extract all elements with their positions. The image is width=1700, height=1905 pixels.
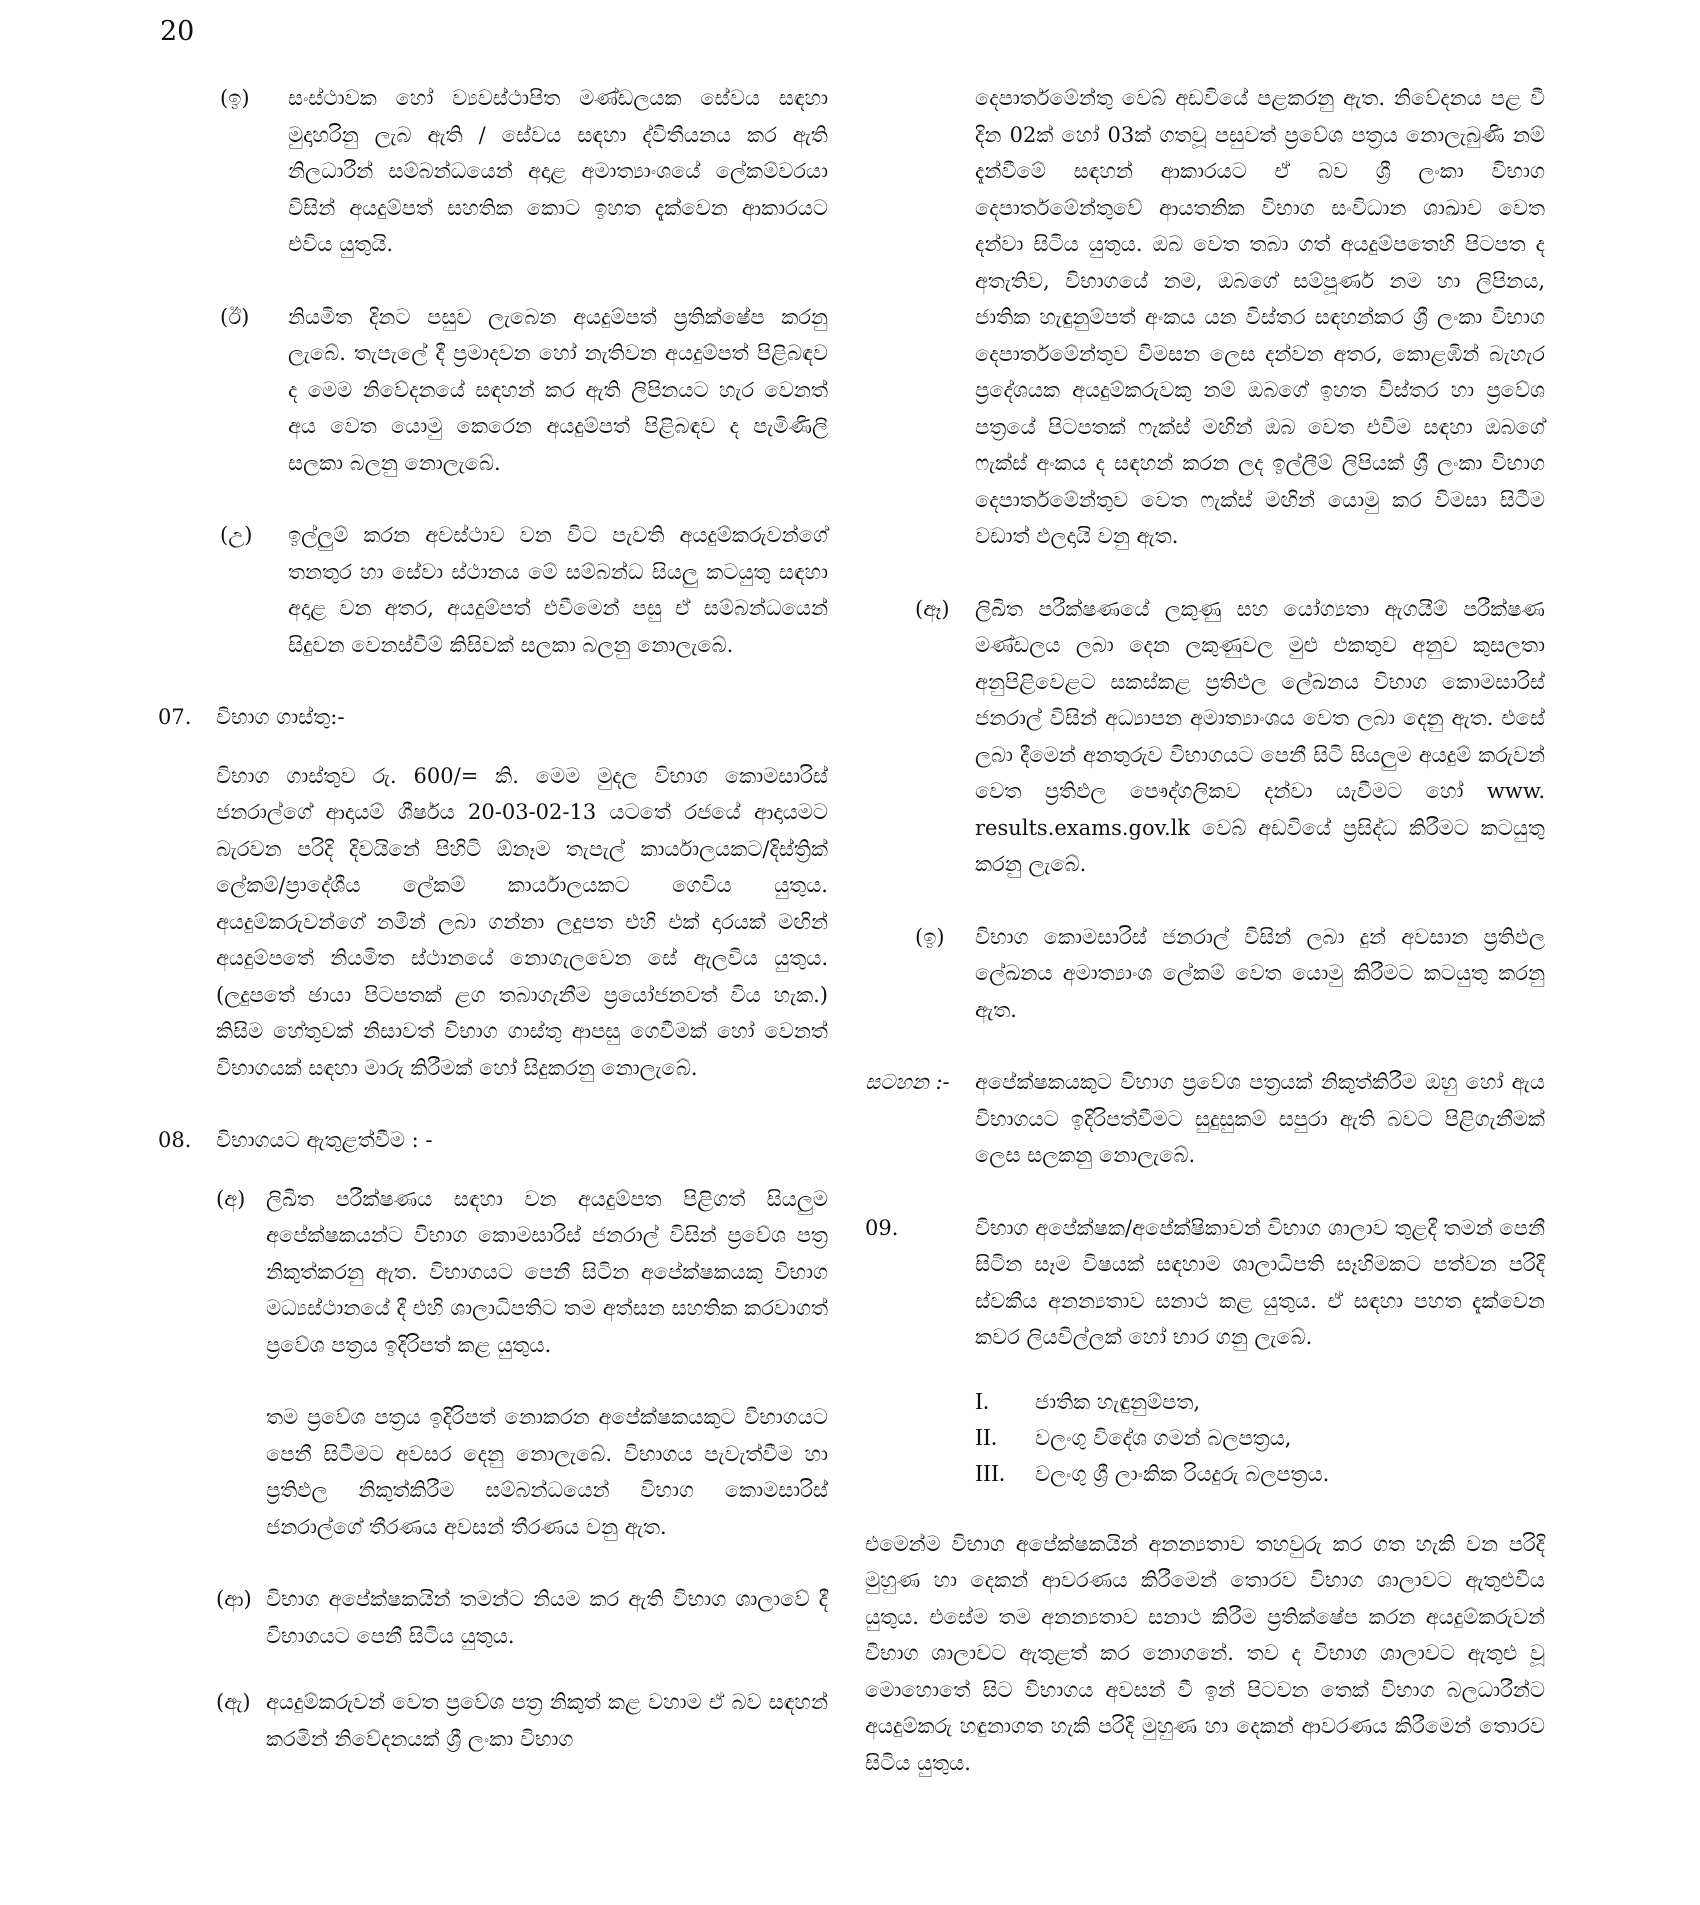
- list-item: [975, 1456, 1545, 1492]
- clause-continuation-text: දෙපාර්තමේන්තු වෙබ් අඩවියේ පළකරනු ඇත. නිවේදනය පළ වී දින 02ක් හෝ 03ක් ගතවූ පසුවත් ප්‍රවේශ පත්‍රය නොලැබුණි නම් දැන්වීමේ සඳහන් ආකාරයට ඒ බව ශ්‍රී ලංකා විභාග දෙපාර්තමේන්තුවේ ආයතනික විභාග සංවිධාන ශාඛාව වෙත දන්වා සිටිය යුතුය. ඔබ වෙත තබා ගත් අයදුම්පතෙහි පිටපත ද අතැතිව, විභාගයේ නම, ඔබගේ සම්පූර්ණ නම හා ලිපිනය, ජාතික හැඳුනුම්පත් අංකය යන විස්තර සඳහන්කර ශ්‍රී ලංකා විභාග දෙපාර්තමේන්තුව විමසන ලෙස දන්වන අතර, කොළඹින් බැහැර ප්‍රදේශයක අයදුම්කරුවකු නම් ඔබගේ ඉහත විස්තර හා ප්‍රවේශ පත්‍රයේ පිටපතක් ෆැක්ස් මඟින් ඔබ වෙත එවීම සඳහා ඔබගේ ෆැක්ස් අංකය ද සඳහන් කරන ලද ඉල්ලීම් ලිපියක් ශ්‍රී ලංකා විභාග දෙපාර්තමේන්තුව වෙත ෆැක්ස් මඟින් යොමු කර විමසා සිටීම වඩාත් ඵලදායි වනු ඇත.: [975, 86, 1545, 548]
- note-label: සටහන :-: [865, 1070, 950, 1094]
- clause-ae-results: [865, 591, 1545, 883]
- clause-ii: [158, 299, 828, 482]
- note: [865, 1064, 1545, 1174]
- list-text: ජාතික හැඳුනුම්පත,: [1035, 1389, 1201, 1414]
- list-item: [975, 1384, 1545, 1420]
- clause-text: සංස්ථාවක හෝ ව්‍යවස්ථාපිත මණ්ඩලයක සේවය සඳහා මුදාහරිනු ලැබ ඇති / සේවය සඳහා ද්විතීයනය කර ඇති නිලධාරීන් සම්බන්ධයෙන් අදාළ අමාත්‍යාංශයේ ලේකම්වරයා විසින් අයදුම්පත් සහතික කොට ඉහත දැක්වෙන ආකාරයට එවිය යුතුයි.: [288, 86, 828, 256]
- section-number: 07.: [158, 705, 192, 729]
- clause-i-final: [865, 919, 1545, 1029]
- section-08-heading: [158, 1122, 828, 1159]
- list-number: I.: [975, 1388, 989, 1415]
- clause-ae: [158, 1684, 828, 1757]
- id-document-list: [865, 1384, 1545, 1492]
- clause-marker: (ඇ): [216, 1690, 251, 1714]
- clause-text: තම ප්‍රවේශ පත්‍රය ඉදිරිපත් නොකරන අපේක්ෂකයකුට විභාගයට පෙනී සිටීමට අවසර දෙනු නොලැබේ. විභාගය පැවැත්වීම හා ප්‍රතිඵල නිකුත්කිරීම සම්බන්ධයෙන් විභාග කොමසාරිස් ජනරාල්ගේ තීරණය අවසන් තීරණය වනු ඇත.: [266, 1405, 828, 1539]
- list-text: වලංගු විදේශ ගමන් බලපත්‍රය,: [1035, 1425, 1292, 1450]
- left-column: [158, 80, 828, 1757]
- clause-u: [158, 517, 828, 663]
- clause-text: ඉල්ලුම් කරන අවස්ථාව වන විට පැවති අයදුම්කරුවන්ගේ තනතුර හා සේවා ස්ථානය මේ සම්බන්ධ සියලු කටයුතු සඳහා අදාළ වන අතර, අයදුම්පත් එවීමෙන් පසු ඒ සම්බන්ධයෙන් සිදුවන වෙනස්වීම් කිසිවක් සලකා බලනු නොලැබේ.: [288, 523, 828, 657]
- section-07-text: විභාග ගාස්තුව රු. 600/= කි. මෙම මුදල විභාග කොමසාරිස් ජනරාල්ගේ ආදායම් ශීර්ෂය 20-03-02-13 යටතේ රජයේ ආදායමට බැරවන පරිදි දිවයිනේ පිහිටි ඕනෑම තැපැල් කාර්යාලයකට/දිස්ත්‍රික් ලේකම්/ප්‍රාදේශීය ලේකම් කාර්යාලයකට ගෙවිය යුතුය. අයදුම්කරුවන්ගේ නමින් ලබා ගන්නා ලදුපත එහි එක් දාරයක් මඟින් අයදුම්පතේ නියමිත ස්ථානයේ නොගැලවෙන සේ ඇලවිය යුතුය. (ලදුපතේ ඡායා පිටපතක් ළග තබාගැනීම ප්‍රයෝජනවත් විය හැක.) කිසිම හේතුවක් නිසාවත් විභාග ගාස්තු ආපසු ගෙවීමක් හෝ වෙනත් විභාගයක් සඳහා මාරු කිරීමක් හෝ සිදුකරනු නොලැබේ.: [216, 763, 828, 1080]
- note-text: අපේක්ෂකයකුට විභාග ප්‍රවේශ පත්‍රයක් නිකුත්කිරීම ඔහු හෝ ඇය විභාගයට ඉදිරිපත්වීමට සුදුසුකම් සපුරා ඇති බවට පිළිගැනීමක් ලෙස සලකනු නොලැබේ.: [975, 1070, 1545, 1167]
- section-title: විභාග ගාස්තු:-: [216, 705, 345, 729]
- clause-marker: (ආ): [216, 1587, 252, 1611]
- clause-text: නියමිත දිනට පසුව ලැබෙන අයදුම්පත් ප්‍රතික්ෂේප කරනු ලැබේ. තැපැලේ දී ප්‍රමාදවන හෝ නැතිවන අයදුම්පත් පිළිබඳව ද මෙම නිවේදනයේ සඳහන් කර ඇති ලිපිනයට හැර වෙනත් අය වෙත යොමු කෙරෙන අයදුම්පත් පිළිබඳව ද පැමිණිලි සලකා බලනු නොලැබේ.: [288, 304, 828, 475]
- section-09-text: විභාග අපේක්ෂක/අපේක්ෂිකාවන් විභාග ශාලාව තුළදී තමන් පෙනී සිටින සෑම විෂයක් සඳහාම ශාලාධිපති සෑහිමකට පත්වන පරිදි ස්වකීය අනන්‍යතාව සනාථ කළ යුතුය. ඒ සඳහා පහත දැක්වෙන කවර ලියවිල්ලක් හෝ භාර ගනු ලැබේ.: [975, 1215, 1545, 1349]
- clause-text: ලිඛිත පරීක්ෂණයේ ලකුණු සහ යෝග්‍යතා ඇගයීම් පරීක්ෂණ මණ්ඩලය ලබා දෙන ලකුණුවල මුළු එකතුව අනුව කුසලතා අනුපිළිවෙළට සකස්කළ ප්‍රතිඵල ලේඛනය විභාග කොමසාරිස් ජනරාල් විසින් අධ්‍යාපන අමාත්‍යාංශය වෙත ලබා දෙනු ඇත. එසේ ලබා දීමෙන් අනතුරුව විභාගයට පෙනී සිටි සියලුම අයදුම් කරුවන් වෙත ප්‍රතිඵල පෞද්ගලිකව දන්වා යැවීමට හෝ www. results.exams.gov.lk වෙබ් අඩවියේ ප්‍රසිද්ධ කිරීමට කටයුතු කරනු ලැබේ.: [975, 596, 1545, 876]
- clause-aa: [158, 1581, 828, 1654]
- clause-marker: (ඉ): [915, 924, 945, 949]
- clause-text: අයදුම්කරුවන් වෙත ප්‍රවේශ පත්‍ර නිකුත් කළ වහාම ඒ බව සඳහන් කරමින් නිවේදනයක් ශ්‍රී ලංකා විභාග: [266, 1690, 828, 1751]
- section-number: 09.: [865, 1215, 899, 1240]
- section-09: [865, 1210, 1545, 1356]
- section-07-heading: [158, 699, 828, 736]
- clause-text: විභාග කොමසාරිස් ජනරාල් විසින් ලබා දුන් අවසාන ප්‍රතිඵල ලේඛනය අමාත්‍යාංශ ලේකම් වෙත යොමු කිරීමට කටයුතු කරනු ඇත.: [975, 924, 1545, 1022]
- clause-marker: (ඉ): [220, 86, 250, 110]
- clause-text: ලිඛිත පරීක්ෂණය සඳහා වන අයදුම්පත පිළිගත් සියලුම අපේක්ෂකයන්ට විභාග කොමසාරිස් ජනරාල් විසින් ප්‍රවේශ පත්‍ර නිකුත්කරනු ඇත. විභාගයට පෙනී සිටින අපේක්ෂකයකු විභාග මධ්‍යස්ථානයේ දී එහි ශාලාධිපතිට තම අත්සන සහතික කරවාගත් ප්‍රවේශ පත්‍රය ඉදිරිපත් කළ යුතුය.: [266, 1186, 828, 1357]
- clause-marker: (ඈ): [915, 596, 950, 621]
- clause-marker: (අ): [216, 1186, 246, 1211]
- section-number: 08.: [158, 1128, 192, 1152]
- clause-marker: (ඊ): [220, 304, 250, 329]
- section-09-closing: එමෙන්ම විභාග අපේක්ෂකයින් අනන්‍යතාව තහවුරු කර ගත හැකි වන පරිදි මුහුණ හා දෙකන් ආවරණය කිරීමෙන් තොරව විභාග ශාලාවට ඇතුළුවිය යුතුය. එසේම තම අනන්‍යතාව සනාථ කිරීම ප්‍රතික්ෂේප කරන අයදුම්කරුවන් විභාග ශාලාවට ඇතුළත් කර නොගනේ. තව ද විභාග ශාලාවට ඇතුළු වූ මොහොතේ සිට විභාගය අවසන් වී ඉන් පිටවන තෙක් විභාග බලධාරීන්ට අයදුම්කරු හඳුනාගත හැකි පරිදි මුහුණ හා දෙකන් ආවරණය කිරීමෙන් තොරව සිටිය යුතුය.: [865, 1531, 1545, 1775]
- clause-a: [158, 1181, 828, 1546]
- list-number: II.: [975, 1424, 997, 1451]
- clause-i: [158, 80, 828, 263]
- clause-marker: (උ): [220, 523, 253, 547]
- section-title: විභාගයට ඇතුළත්වීම : -: [216, 1128, 433, 1152]
- page-number: 20: [160, 16, 195, 47]
- clause-text: විභාග අපේක්ෂකයින් තමන්ට නියම කර ඇති විභාග ශාලාවේ දී විභාගයට පෙනී සිටිය යුතුය.: [266, 1587, 828, 1648]
- right-column: [865, 80, 1545, 1781]
- list-text: වලංගු ශ්‍රී ලාංකික රියදුරු බලපත්‍රය.: [1035, 1461, 1330, 1486]
- list-number: III.: [975, 1460, 1005, 1487]
- list-item: [975, 1420, 1545, 1456]
